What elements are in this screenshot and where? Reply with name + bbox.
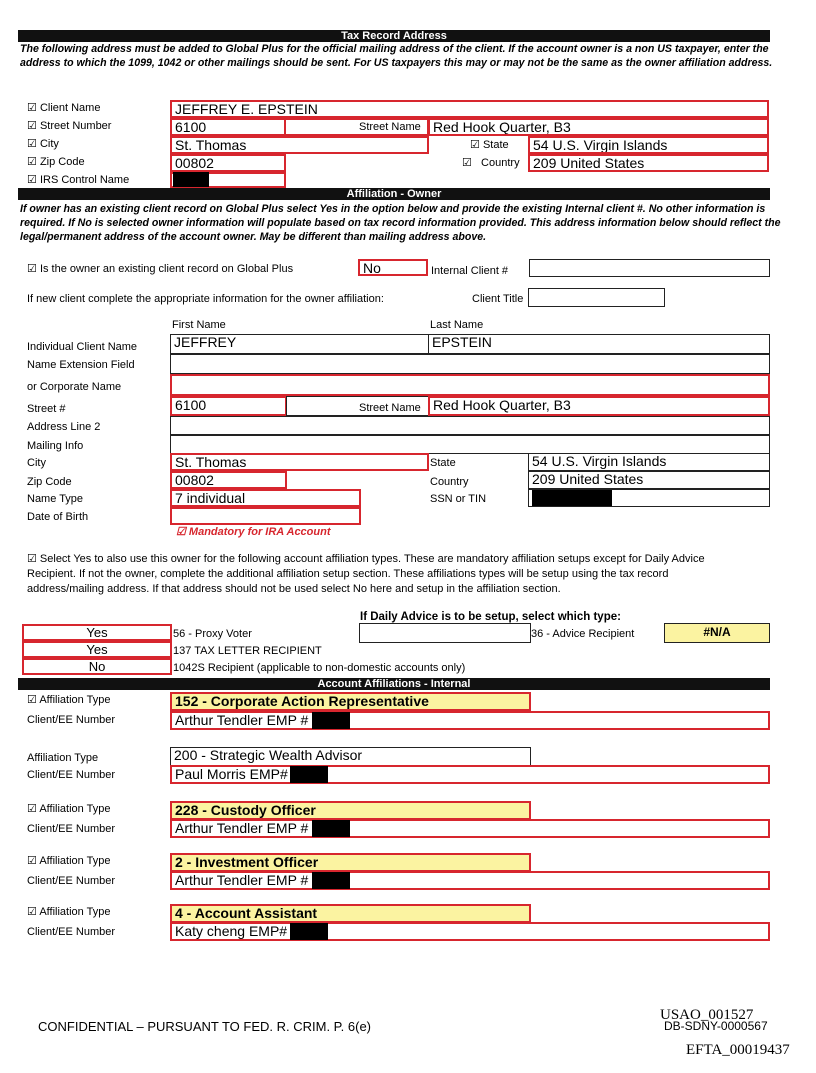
affiliation-owner-intro: If owner has an existing client record on Global Plus select Yes in the option below and provide the existing Internal client #. No other information is required. If No is selected owner information will populate based on tax record information provided. This address information below should reflect the legal/permanent address of the account owner. May be different than mailing address above. xyxy=(20,203,781,243)
affiliation-type-label xyxy=(27,854,110,868)
client-ee-field[interactable]: Katy cheng EMP# xyxy=(170,922,770,941)
zip-label xyxy=(27,155,85,169)
checkbox-icon: ☑ xyxy=(470,139,480,151)
address-line2-label: Address Line 2 xyxy=(27,421,101,433)
mailing-info-label: Mailing Info xyxy=(27,440,84,452)
label-text: State xyxy=(482,139,509,151)
1042s-answer[interactable]: No xyxy=(22,658,172,675)
advice-recipient-value[interactable]: #N/A xyxy=(664,623,770,643)
first-name-field[interactable]: JEFFREY xyxy=(170,334,429,354)
label-text: Zip Code xyxy=(39,156,85,168)
owner-state-label: State xyxy=(430,457,456,469)
internal-client-label: Internal Client # xyxy=(431,265,509,277)
address-line2-field[interactable] xyxy=(170,416,770,435)
client-ee-label: Client/EE Number xyxy=(27,714,116,726)
checkbox-icon: ☑ xyxy=(27,263,37,275)
corporate-name-field[interactable] xyxy=(170,374,770,396)
redaction-bar xyxy=(312,820,350,837)
checkbox-icon: ☑ xyxy=(27,156,37,168)
checkbox-icon: ☑ xyxy=(27,174,37,186)
checkbox-icon: ☑ xyxy=(27,803,40,815)
dob-label: Date of Birth xyxy=(27,511,89,523)
name-type-field[interactable]: 7 individual xyxy=(170,489,361,507)
advice-recipient-label: 36 - Advice Recipient xyxy=(531,628,635,640)
daily-advice-question: If Daily Advice is to be setup, select which type: xyxy=(360,611,621,623)
1042s-desc: 1042S Recipient (applicable to non-domestic accounts only) xyxy=(173,662,466,674)
affiliation-type-field[interactable]: 152 - Corporate Action Representative xyxy=(170,692,531,711)
affiliation-owner-header: Affiliation - Owner xyxy=(18,188,770,200)
street-number-label xyxy=(27,119,111,133)
redaction-bar xyxy=(290,923,328,940)
label-text: Is the owner an existing client record on Global Plus xyxy=(39,263,294,275)
tax-record-intro: The following address must be added to Global Plus for the official mailing address of the client. If the account owner is a non US taxpayer, enter the address to which the 1099, 1042 or other mailings should be sent. For US taxpayers this may or may not be the same as the owner affiliation address. xyxy=(20,43,773,69)
efta-stamp: EFTA_00019437 xyxy=(686,1042,790,1058)
city-label xyxy=(27,137,59,151)
tax-letter-desc: 137 TAX LETTER RECIPIENT xyxy=(173,645,322,657)
zip-field[interactable]: 00802 xyxy=(170,154,286,172)
street-label: Street # xyxy=(27,403,66,415)
client-ee-label: Client/EE Number xyxy=(27,926,116,938)
individual-client-label: Individual Client Name xyxy=(27,341,138,353)
usao-stamp: USAO_001527 xyxy=(660,1007,754,1023)
label-text: Country xyxy=(481,157,520,169)
state-label xyxy=(470,138,509,152)
proxy-voter-desc: 56 - Proxy Voter xyxy=(173,628,252,640)
label-text: Affiliation Type xyxy=(39,906,111,918)
client-ee-field[interactable]: Paul Morris EMP# xyxy=(170,765,770,784)
country-label xyxy=(462,156,520,170)
affiliation-type-label xyxy=(27,693,110,707)
db-sdny-stamp: DB-SDNY-0000567 xyxy=(664,1019,768,1033)
daily-advice-type-field[interactable] xyxy=(359,623,531,643)
label-text: Affiliation Type xyxy=(39,855,111,867)
tax-record-header: Tax Record Address xyxy=(18,30,770,42)
affiliation-type-field[interactable]: 228 - Custody Officer xyxy=(170,801,531,820)
affiliation-type-label xyxy=(27,905,110,919)
ssn-label: SSN or TIN xyxy=(430,493,487,505)
label-text: Affiliation Type xyxy=(27,752,99,764)
owner-street-name-field[interactable]: Red Hook Quarter, B3 xyxy=(428,396,770,416)
checkbox-icon: ☑ xyxy=(462,157,472,169)
corporate-name-label: or Corporate Name xyxy=(27,381,122,393)
label-text: Affiliation Type xyxy=(39,694,111,706)
redaction-bar xyxy=(312,872,350,889)
last-name-label: Last Name xyxy=(430,319,484,331)
name-extension-field[interactable] xyxy=(170,354,770,374)
new-client-text: If new client complete the appropriate information for the owner affiliation: xyxy=(27,293,384,305)
owner-street-name-label: Street Name xyxy=(359,402,421,414)
client-ee-label: Client/EE Number xyxy=(27,769,116,781)
street-number-field[interactable]: 6100 xyxy=(170,118,286,136)
owner-street-number-field[interactable]: 6100 xyxy=(170,396,287,416)
client-title-field[interactable] xyxy=(528,288,665,307)
name-type-label: Name Type xyxy=(27,493,84,505)
checkbox-icon: ☑ xyxy=(27,694,40,706)
owner-city-label: City xyxy=(27,457,46,469)
redaction-bar xyxy=(173,172,209,187)
redaction-bar xyxy=(532,490,612,506)
name-extension-label: Name Extension Field xyxy=(27,359,135,371)
internal-client-field[interactable] xyxy=(529,259,770,277)
existing-client-select[interactable]: No xyxy=(358,259,428,276)
select-yes-instructions: ☑ Select Yes to also use this owner for the following account affiliation types. These are mandatory affiliation setups except for Daily Advice Recipient. If not the owner, complete the additional affiliation setup section. These affiliations types will be setup using the tax record address/mailing address. If that address should not be used select No here and setup in the affiliation section. xyxy=(27,553,705,595)
checkbox-icon: ☑ xyxy=(27,120,37,132)
owner-country-label: Country xyxy=(430,476,469,488)
tax-letter-answer[interactable]: Yes xyxy=(22,641,172,658)
proxy-voter-answer[interactable]: Yes xyxy=(22,624,172,641)
country-field[interactable]: 209 United States xyxy=(528,154,769,172)
label-text: Affiliation Type xyxy=(39,803,111,815)
client-name-label xyxy=(27,101,100,115)
mandatory-ira-note: ☑ Mandatory for IRA Account xyxy=(176,526,331,538)
affiliation-type-field[interactable]: 4 - Account Assistant xyxy=(170,904,531,923)
state-field[interactable]: 54 U.S. Virgin Islands xyxy=(528,136,769,154)
client-name-field[interactable]: JEFFREY E. EPSTEIN xyxy=(170,100,769,118)
checkbox-icon: ☑ xyxy=(27,855,40,867)
affiliation-type-label xyxy=(27,802,110,816)
existing-client-question xyxy=(27,262,293,276)
redaction-bar xyxy=(290,766,328,783)
label-text: IRS Control Name xyxy=(39,174,130,186)
owner-zip-label: Zip Code xyxy=(27,476,72,488)
affiliation-type-field[interactable]: 2 - Investment Officer xyxy=(170,853,531,872)
owner-city-field[interactable]: St. Thomas xyxy=(170,453,429,471)
client-ee-field[interactable]: Arthur Tendler EMP # xyxy=(170,819,770,838)
redaction-bar xyxy=(312,712,350,729)
last-name-field[interactable]: EPSTEIN xyxy=(428,334,770,354)
street-name-label: Street Name xyxy=(359,121,421,133)
owner-zip-field[interactable]: 00802 xyxy=(170,471,287,489)
label-text: City xyxy=(39,138,59,150)
label-text: Street Number xyxy=(39,120,112,132)
affiliation-type-label xyxy=(27,751,98,765)
confidential-notice: CONFIDENTIAL – PURSUANT TO FED. R. CRIM. P. 6(e) xyxy=(38,1019,372,1034)
irs-control-label xyxy=(27,173,129,187)
client-ee-label: Client/EE Number xyxy=(27,875,116,887)
street-name-field[interactable]: Red Hook Quarter, B3 xyxy=(428,118,769,136)
checkbox-icon: ☑ xyxy=(27,102,37,114)
client-ee-field[interactable]: Arthur Tendler EMP # xyxy=(170,711,770,730)
client-title-label: Client Title xyxy=(472,293,524,305)
dob-field[interactable] xyxy=(170,507,361,525)
first-name-label: First Name xyxy=(172,319,226,331)
owner-country-field[interactable]: 209 United States xyxy=(528,471,770,489)
city-field[interactable]: St. Thomas xyxy=(170,136,429,154)
affiliation-type-field[interactable]: 200 - Strategic Wealth Advisor xyxy=(170,747,531,766)
label-text: Client Name xyxy=(39,102,101,114)
client-ee-field[interactable]: Arthur Tendler EMP # xyxy=(170,871,770,890)
client-ee-label: Client/EE Number xyxy=(27,823,116,835)
mailing-info-field[interactable] xyxy=(170,435,770,454)
checkbox-icon: ☑ xyxy=(27,906,40,918)
internal-affiliations-header: Account Affiliations - Internal xyxy=(18,678,770,690)
checkbox-icon: ☑ xyxy=(27,138,37,150)
owner-state-field[interactable]: 54 U.S. Virgin Islands xyxy=(528,453,770,471)
